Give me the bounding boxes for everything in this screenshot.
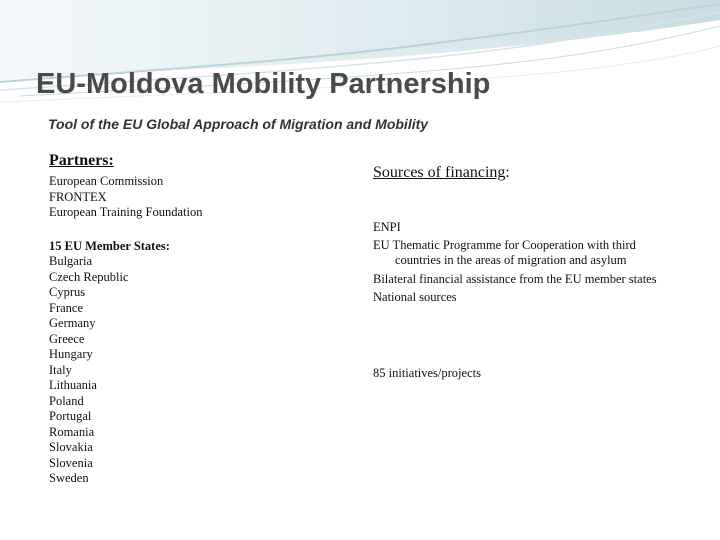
partners-heading: Partners: — [49, 152, 114, 169]
financing-source-line: countries in the areas of migration and asylum — [395, 253, 627, 267]
financing-heading-label: Sources of financing — [373, 164, 506, 181]
list-item: Slovakia — [49, 440, 93, 454]
page-subtitle: Tool of the EU Global Approach of Migration and Mobility — [48, 116, 429, 132]
list-item: Lithuania — [49, 378, 97, 392]
list-item: Greece — [49, 331, 85, 346]
financing-heading-colon: : — [505, 164, 510, 181]
initiatives-count: 85 initiatives/projects — [373, 365, 481, 380]
member-states-heading: 15 EU Member States: — [49, 238, 170, 253]
member-states-list — [49, 254, 349, 487]
list-item: Bulgaria — [49, 254, 93, 268]
list-item: ENPI — [373, 220, 401, 234]
list-item — [373, 238, 703, 269]
financing-sources-list — [373, 220, 703, 306]
list-item: Hungary — [49, 347, 93, 361]
list-item: Romania — [49, 424, 95, 439]
list-item: Bilateral financial assistance from the EU member states — [373, 271, 657, 286]
list-item: Italy — [49, 362, 72, 377]
list-item: Portugal — [49, 409, 92, 423]
page-title: EU-Moldova Mobility Partnership — [36, 68, 491, 100]
financing-heading — [373, 164, 703, 182]
partner-organizations — [49, 174, 349, 221]
list-item: National sources — [373, 290, 457, 304]
partner-organization: European Training Foundation — [49, 205, 203, 219]
financing-source-line: EU Thematic Programme for Cooperation with third — [373, 237, 636, 252]
list-item: Slovenia — [49, 455, 93, 470]
partners-section — [49, 152, 349, 487]
partner-organization: FRONTEX — [49, 189, 107, 204]
financing-section — [373, 164, 703, 381]
list-item: Poland — [49, 393, 84, 408]
partner-organization: European Commission — [49, 174, 164, 188]
list-item: Sweden — [49, 471, 89, 485]
list-item: Germany — [49, 316, 96, 330]
list-item: Cyprus — [49, 285, 86, 299]
list-item: France — [49, 300, 84, 315]
list-item: Czech Republic — [49, 269, 129, 284]
